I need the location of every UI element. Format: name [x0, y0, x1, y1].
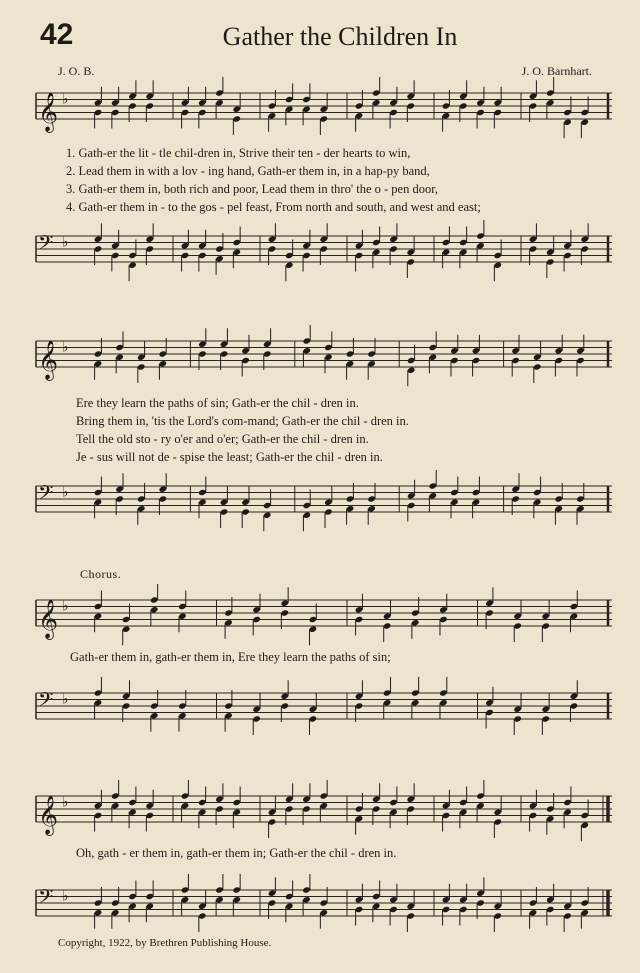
chorus-label: Chorus.: [80, 567, 122, 581]
copyright-notice: Copyright, 1922, by Brethren Publishing House.: [58, 937, 272, 949]
music-credit: J. O. Barnhart.: [521, 64, 592, 78]
verse-4-line-2: Je - sus will not de - spise the least; Gath-er the chil - dren in.: [76, 450, 383, 464]
chorus-text-line-1: [70, 650, 590, 668]
key-signature-flat-icon: ♭: [62, 888, 69, 905]
hymn-title: Gather the Children In: [222, 22, 458, 51]
key-signature-flat-icon: ♭: [62, 91, 69, 108]
bass-clef-icon: 𝄢: [38, 688, 54, 716]
hymn-number: 42: [40, 18, 74, 51]
system-4-treble-staff: [36, 788, 612, 838]
key-signature-flat-icon: ♭: [62, 484, 69, 501]
system-2-bass-staff: [36, 478, 612, 528]
treble-clef-icon: 𝄞: [38, 340, 59, 380]
chorus-line-1: Gath-er them in, gath-er them in, Ere they learn the paths of sin;: [70, 650, 391, 664]
verse-3-line-1: 3. Gath-er them in, both rich and poor, Lead them in thro' the o - pen door,: [66, 182, 438, 196]
bass-clef-icon: 𝄢: [38, 481, 54, 509]
verse-3-line-2: Tell the old sto - ry o'er and o'er; Gath-er the chil - dren in.: [76, 432, 369, 446]
system-1-bass-staff: [36, 228, 612, 278]
system-3-bass-staff: [36, 685, 612, 735]
system-1-treble-staff: [36, 85, 612, 135]
system-4-bass-staff: [36, 882, 612, 932]
key-signature-flat-icon: ♭: [62, 234, 69, 251]
verse-text-line-2: [76, 396, 596, 468]
key-signature-flat-icon: ♭: [62, 598, 69, 615]
verse-1-line-1: 1. Gath-er the lit - tle chil-dren in, Strive their ten - der hearts to win,: [66, 146, 411, 160]
bass-clef-icon: 𝄢: [38, 885, 54, 913]
chorus-text-line-2: [76, 846, 596, 864]
bass-clef-icon: 𝄢: [38, 231, 54, 259]
treble-clef-icon: 𝄞: [38, 599, 59, 639]
verse-text-line-1: [66, 146, 612, 218]
system-2-treble-staff: [36, 333, 612, 383]
verse-2-line-2: Bring them in, 'tis the Lord's com-mand; Gath-er the chil - dren in.: [76, 414, 409, 428]
verse-4-line-1: 4. Gath-er them in - to the gos - pel feast, From north and south, and west and east;: [66, 200, 481, 214]
system-3-treble-staff: [36, 592, 612, 642]
verse-1-line-2: Ere they learn the paths of sin; Gath-er the chil - dren in.: [76, 396, 359, 410]
verse-2-line-1: 2. Lead them in with a lov - ing hand, Gath-er them in, in a hap-py band,: [66, 164, 430, 178]
chorus-line-2: Oh, gath - er them in, gath-er them in; Gath-er the chil - dren in.: [76, 846, 397, 860]
key-signature-flat-icon: ♭: [62, 339, 69, 356]
treble-clef-icon: 𝄞: [38, 795, 59, 835]
key-signature-flat-icon: ♭: [62, 794, 69, 811]
key-signature-flat-icon: ♭: [62, 691, 69, 708]
words-credit: J. O. B.: [58, 64, 95, 78]
treble-clef-icon: 𝄞: [38, 92, 59, 132]
